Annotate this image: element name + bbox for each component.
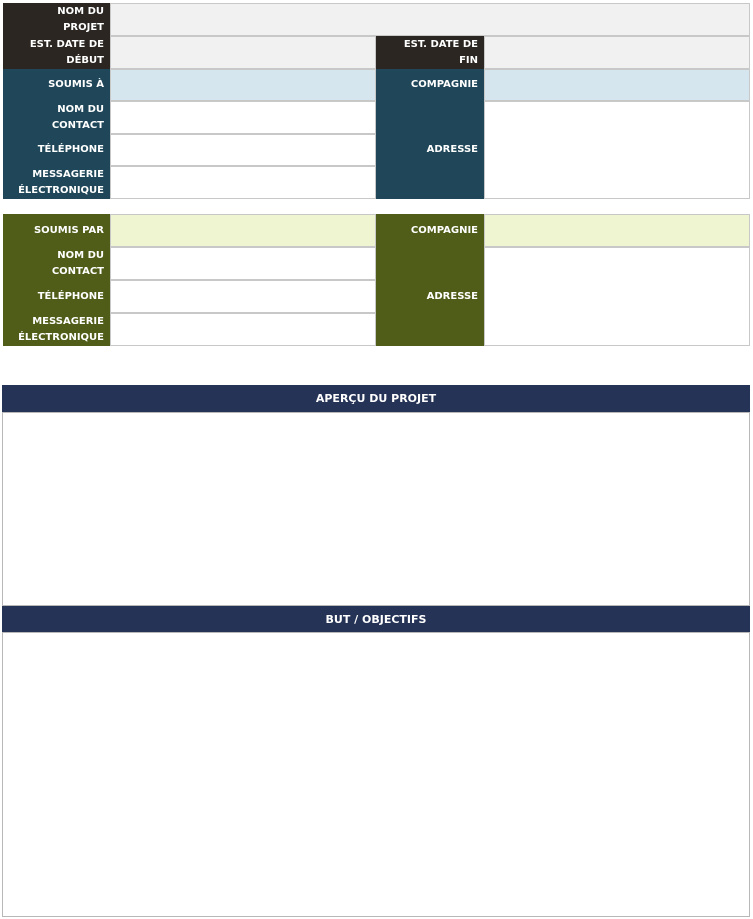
project-name-label: NOM DU PROJET <box>3 3 110 36</box>
goals-objectives-body[interactable] <box>2 632 750 917</box>
by-contact-field[interactable] <box>110 247 376 280</box>
by-address-label: ADRESSE <box>376 247 484 346</box>
to-company-field[interactable] <box>484 69 750 101</box>
by-phone-label: TÉLÉPHONE <box>3 280 110 313</box>
project-name-field[interactable] <box>110 3 750 36</box>
to-email-label: MESSAGERIE ÉLECTRONIQUE <box>3 166 110 199</box>
by-phone-field[interactable] <box>110 280 376 313</box>
submitted-by-field[interactable] <box>110 214 376 247</box>
by-company-label: COMPAGNIE <box>376 214 484 247</box>
by-email-label: MESSAGERIE ÉLECTRONIQUE <box>3 313 110 346</box>
by-address-field[interactable] <box>484 247 750 346</box>
to-company-label: COMPAGNIE <box>376 69 484 101</box>
project-overview-body[interactable] <box>2 412 750 606</box>
by-email-field[interactable] <box>110 313 376 346</box>
to-address-label: ADRESSE <box>376 101 484 199</box>
to-contact-label: NOM DU CONTACT <box>3 101 110 134</box>
by-company-field[interactable] <box>484 214 750 247</box>
start-date-label: EST. DATE DE DÉBUT <box>3 36 110 69</box>
submitted-to-field[interactable] <box>110 69 376 101</box>
submitted-by-label: SOUMIS PAR <box>3 214 110 247</box>
by-contact-label: NOM DU CONTACT <box>3 247 110 280</box>
goals-objectives-header: BUT / OBJECTIFS <box>2 606 750 632</box>
submitted-to-label: SOUMIS À <box>3 69 110 101</box>
to-email-field[interactable] <box>110 166 376 199</box>
start-date-field[interactable] <box>110 36 376 69</box>
to-address-field[interactable] <box>484 101 750 199</box>
end-date-field[interactable] <box>484 36 750 69</box>
to-contact-field[interactable] <box>110 101 376 134</box>
project-overview-header: APERÇU DU PROJET <box>2 385 750 412</box>
to-phone-label: TÉLÉPHONE <box>3 134 110 166</box>
end-date-label: EST. DATE DE FIN <box>376 36 484 69</box>
to-phone-field[interactable] <box>110 134 376 166</box>
